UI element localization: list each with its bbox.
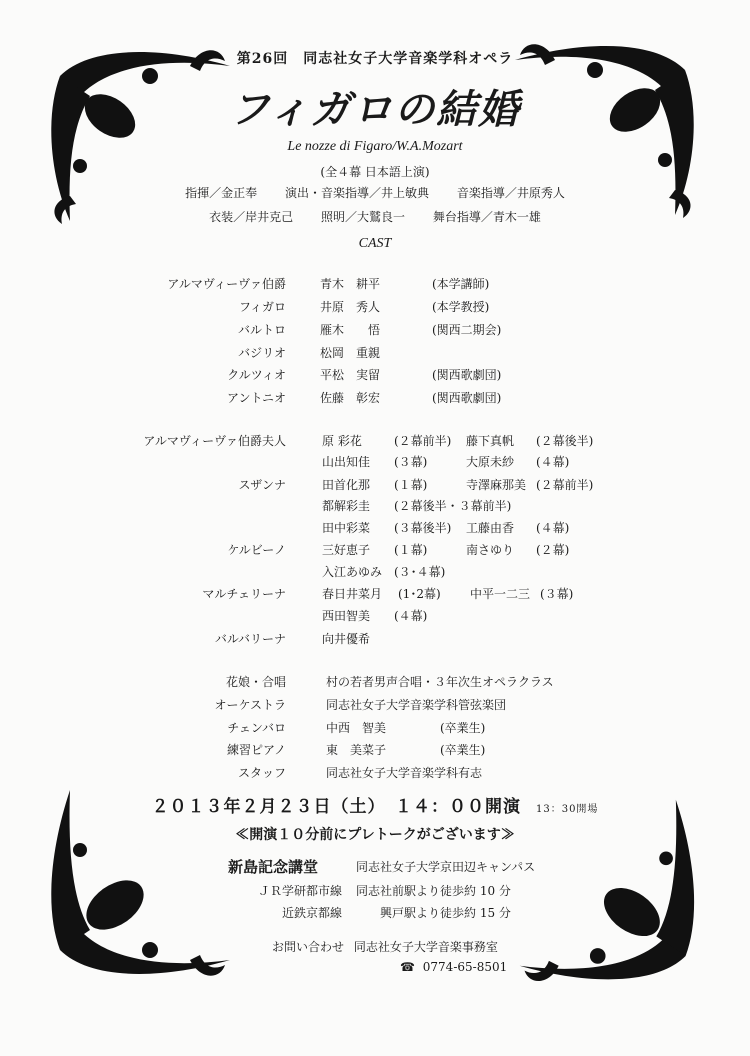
acts-note: (全４幕 日本語上演) xyxy=(320,165,430,179)
cast-name: 大原未紗 xyxy=(466,455,515,469)
performance-datetime: ２０１３年２月２３日（土） １４：００開演 xyxy=(151,797,522,817)
page-title: フィガロの結婚 xyxy=(229,86,521,133)
staff-conductor: 指揮／金正奉 xyxy=(185,186,258,200)
cast-act: (４幕) xyxy=(394,609,428,623)
access-route-jr: 同志社前駅より徒歩約 10 分 xyxy=(356,884,511,898)
cast-name: 向井優希 xyxy=(322,632,371,646)
role-count: アルマヴィーヴァ伯爵 xyxy=(167,277,286,291)
cast-act: (２幕) xyxy=(536,543,570,557)
role-chorus: 花娘・合唱 xyxy=(225,675,286,689)
cast-note: (本学講師) xyxy=(432,277,490,291)
cast-name: 春日井菜月 xyxy=(322,587,383,601)
role-figaro: フィガロ xyxy=(238,300,286,314)
cast-note: (関西歌劇団) xyxy=(432,368,502,382)
original-title: Le nozze di Figaro/W.A.Mozart xyxy=(287,139,463,154)
cast-name: 平松 実留 xyxy=(320,368,381,382)
cast-act: (１幕) xyxy=(394,543,428,557)
phone-icon: ☎ xyxy=(400,960,415,974)
cast-act: (３幕後半) xyxy=(394,521,452,535)
cast-note: (関西歌劇団) xyxy=(432,391,502,405)
ensemble-value: 東 美菜子 xyxy=(326,743,387,757)
doors-open: 13：30開場 xyxy=(535,804,599,815)
ensemble-note: (卒業生) xyxy=(440,743,486,757)
role-antonio: アントニオ xyxy=(226,391,286,405)
ensemble-value: 同志社女子大学音楽学科管弦楽団 xyxy=(326,698,507,712)
role-marcellina: マルチェリーナ xyxy=(202,587,286,601)
staff-lighting: 照明／大鷲良一 xyxy=(320,210,405,224)
cast-act: (1･2幕) xyxy=(398,587,441,601)
cast-act: (３･４幕) xyxy=(394,565,446,579)
contact-phone: 0774-65-8501 xyxy=(422,960,508,974)
cast-act: (４幕) xyxy=(536,455,570,469)
access-line-jr: ＪＲ学研都市線 xyxy=(257,884,342,898)
cast-heading: CAST xyxy=(358,236,392,251)
cast-name: 雁木 悟 xyxy=(320,323,381,337)
role-cherubino: ケルビーノ xyxy=(227,543,286,557)
cast-name: 山出知佳 xyxy=(322,455,371,469)
cast-act: (４幕) xyxy=(536,521,570,535)
cast-act: (２幕前半) xyxy=(536,478,594,492)
cast-name: 中平一二三 xyxy=(470,587,531,601)
staff-row-2 xyxy=(0,208,750,225)
contact-phone-line xyxy=(400,960,507,974)
ensemble-value: 村の若者男声合唱・３年次生オペラクラス xyxy=(326,675,554,689)
cast-name: 寺澤麻那美 xyxy=(466,478,527,492)
role-staff: スタッフ xyxy=(237,766,286,780)
ensemble-value: 同志社女子大学音楽学科有志 xyxy=(326,766,483,780)
cast-act: (３幕) xyxy=(540,587,574,601)
cast-name: 佐藤 彰宏 xyxy=(320,391,381,405)
contact-label: お問い合わせ xyxy=(272,940,345,954)
ensemble-note: (卒業生) xyxy=(440,721,486,735)
contact-line xyxy=(272,938,498,955)
ensemble-value: 中西 智美 xyxy=(326,721,387,735)
cast-name: 都解彩圭 xyxy=(322,499,371,513)
role-cembalo: チェンバロ xyxy=(227,721,286,735)
cast-act: (３幕) xyxy=(394,455,428,469)
performance-date xyxy=(0,792,750,817)
staff-director: 演出・音楽指導／井上敏典 xyxy=(284,186,429,200)
staff-costume: 衣装／岸井克己 xyxy=(209,210,294,224)
role-basilio: バジリオ xyxy=(238,346,286,360)
venue-campus: 同志社女子大学京田辺キャンパス xyxy=(356,860,536,874)
role-curzio: クルツィオ xyxy=(227,368,286,382)
cast-act: (２幕後半) xyxy=(536,434,594,448)
contact-office: 同志社女子大学音楽事務室 xyxy=(353,940,498,954)
venue-hall: 新島記念講堂 xyxy=(228,858,319,876)
cast-note: (本学教授) xyxy=(432,300,490,314)
cast-name: 原 彩花 xyxy=(322,434,362,448)
cast-act: (２幕前半) xyxy=(394,434,452,448)
cast-note: (関西二期会) xyxy=(432,323,502,337)
cast-act: (１幕) xyxy=(394,478,428,492)
role-bartolo: バルトロ xyxy=(237,323,286,337)
cast-name: 西田智美 xyxy=(322,609,371,623)
access-line-kintetsu: 近鉄京都線 xyxy=(281,906,342,920)
cast-name: 工藤由香 xyxy=(466,521,515,535)
cast-name: 藤下真帆 xyxy=(466,434,515,448)
cast-act: (２幕後半・３幕前半) xyxy=(394,499,512,513)
cast-name: 南さゆり xyxy=(466,543,515,557)
staff-music-coach: 音楽指導／井原秀人 xyxy=(456,186,565,200)
role-susanna: スザンナ xyxy=(238,478,286,492)
cast-name: 田中彩菜 xyxy=(322,521,371,535)
pretalk-note: ≪開演１０分前にプレトークがございます≫ xyxy=(235,827,515,843)
cast-name: 松岡 重親 xyxy=(320,346,381,360)
role-barbarina: バルバリーナ xyxy=(214,632,286,646)
cast-name: 井原 秀人 xyxy=(320,300,381,314)
corner-ornament-bottom-right xyxy=(505,790,710,995)
access-route-kintetsu: 興戸駅より徒歩約 15 分 xyxy=(380,906,511,920)
cast-name: 三好恵子 xyxy=(322,543,371,557)
role-orchestra: オーケストラ xyxy=(214,698,286,712)
staff-row-1 xyxy=(0,184,750,201)
cast-name: 入江あゆみ xyxy=(322,565,383,579)
cast-name: 田首化那 xyxy=(322,478,371,492)
edition-line: 第26回 同志社女子大学音楽学科オペラ xyxy=(236,51,514,67)
role-rehearsal-piano: 練習ピアノ xyxy=(226,743,286,757)
staff-stage: 舞台指導／青木一雄 xyxy=(432,210,541,224)
cast-name: 青木 耕平 xyxy=(320,277,381,291)
role-countess: アルマヴィーヴァ伯爵夫人 xyxy=(143,434,286,448)
